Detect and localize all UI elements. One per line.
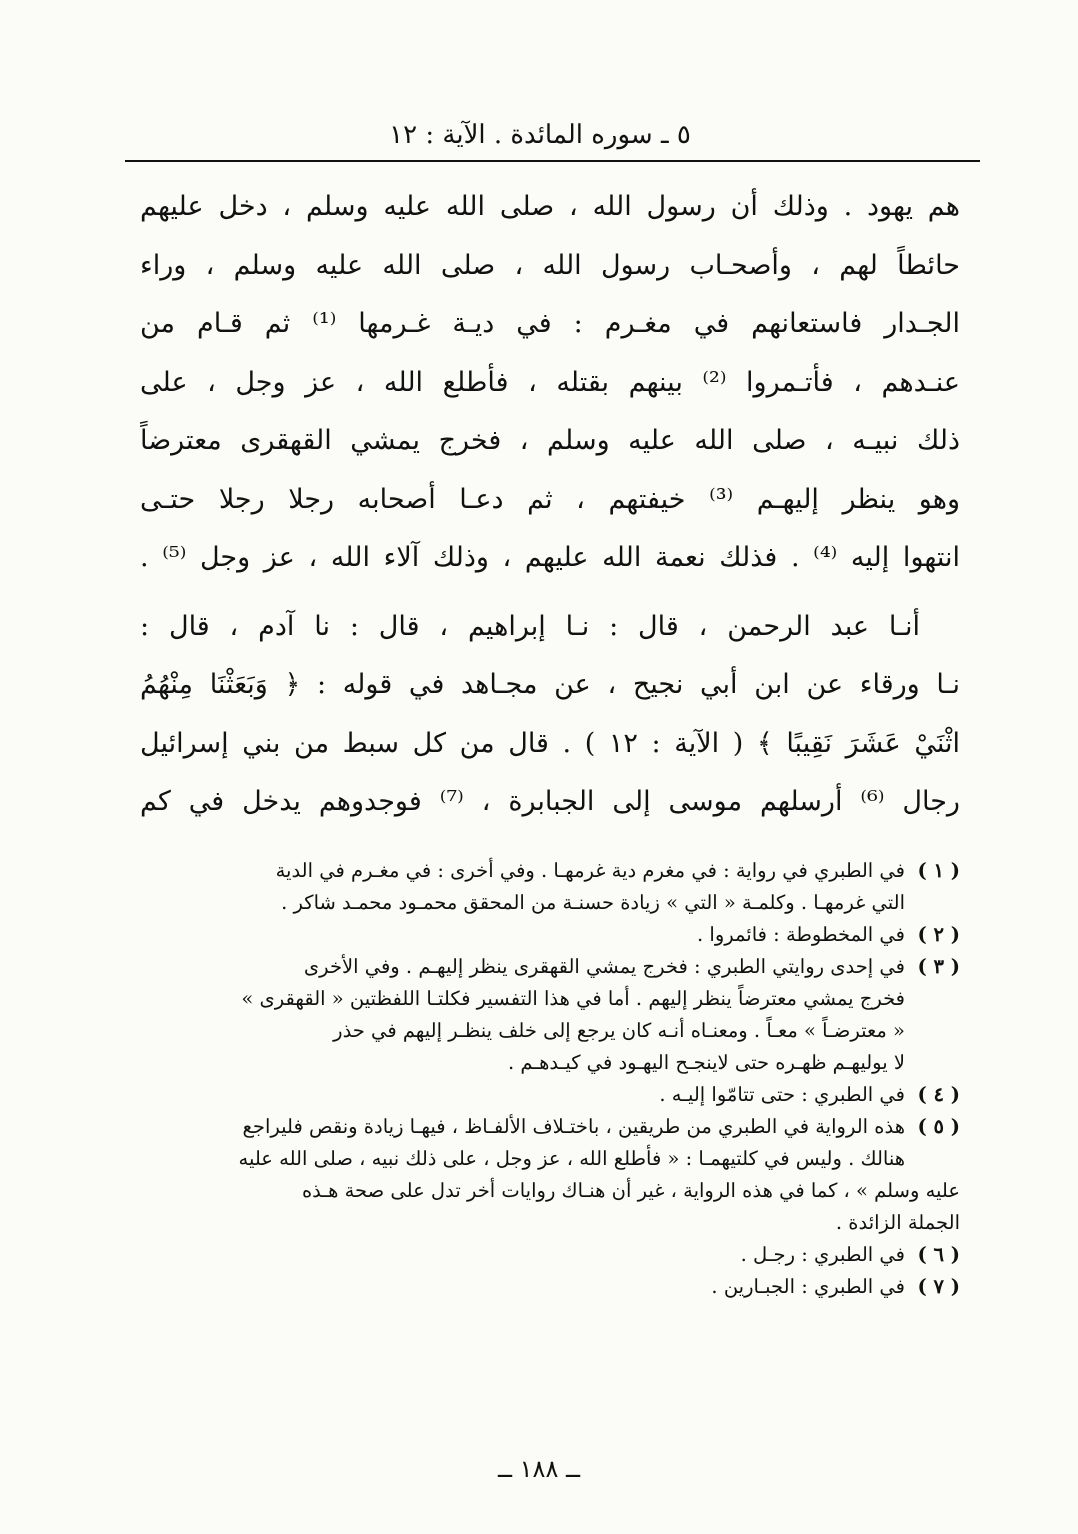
main-text: [140, 178, 960, 832]
text-line: هم يهود . وذلك أن رسول الله ، صلى الله عليه وسلم ، دخل عليهم: [140, 191, 960, 222]
text-line: أنـا عبد الرحمن ، قال : نـا إبراهيم ، قال : نا آدم ، قال :: [140, 610, 920, 642]
footnote-line: الجملة الزائدة .: [835, 1211, 960, 1234]
text-line: انتهوا إليه ⁽⁴⁾ . فذلك نعمة الله عليهم ، وذلك آلاء الله ، عز وجل ⁽⁵⁾ .: [140, 542, 960, 573]
footnote-line: « معترضـاً » معـاً . ومعنـاه أنـه كان يرجع إلى خلف ينظـر إليهم في حذر: [333, 1019, 905, 1042]
header-rule: [125, 160, 980, 162]
footnote-line: التي غرمهـا . وكلمـة « التي » زيادة حسنـة من المحقق محمـود محمـد شاكر .: [281, 891, 905, 914]
page-number: ــ ١٨٨ ــ: [497, 1455, 581, 1483]
footnote-line: في المخطوطة : فائمروا .: [697, 923, 905, 946]
footnote-number: ( ٦ ): [917, 1243, 960, 1266]
text-line: رجال ⁽⁶⁾ أرسلهم موسى إلى الجبابرة ، ⁽⁷⁾ فوجدوهم يدخل في كم: [140, 786, 960, 817]
text-line: وهو ينظر إليهـم ⁽³⁾ خيفتهم ، ثم دعـا أصحابه رجلا رجلا حتـى: [140, 483, 960, 515]
footnote-line: في الطبري : رجـل .: [740, 1243, 905, 1266]
text-line: اثْنَيْ عَشَرَ نَقِيبًا ﴾ ( الآية : ١٢ ) . قال من كل سبط من بني إسرائيل: [140, 727, 960, 759]
footnote-line: هذه الرواية في الطبري من طريقين ، باختـلاف الألفـاظ ، فيهـا زيادة ونقص فليراجع: [242, 1115, 905, 1138]
text-line: ذلك نبيـه ، صلى الله عليه وسلم ، فخرج يمشي القهقرى معترضاً: [140, 425, 960, 456]
footnote-2: [130, 919, 960, 951]
footnote-line: في الطبري : الجبـارين .: [711, 1275, 905, 1298]
page-header: ٥ ـ سوره المائدة . الآية : ١٢: [389, 120, 691, 150]
footnote-number: ( ٣ ): [917, 955, 960, 978]
footnote-line: عليه وسلم » ، كما في هذه الرواية ، غير أن هنـاك روايات أخر تدل على صحة هـذه: [301, 1179, 960, 1202]
footnote-line: فخرج يمشي معترضاً ينظر إليهم . أما في هذا التفسير فكلتـا اللفظتين « القهقرى »: [241, 987, 905, 1010]
footnote-line: في إحدى روايتي الطبري : فخرج يمشي القهقرى ينظر إليهـم . وفي الأخرى: [303, 955, 905, 978]
footnote-4: [130, 1079, 960, 1111]
text-line: حائطاً لهم ، وأصحـاب رسول الله ، صلى الله عليه وسلم ، وراء: [140, 249, 960, 281]
footnote-3: [130, 951, 960, 1079]
footnote-line: في الطبري : حتى تتامّوا إليـه .: [659, 1083, 905, 1106]
footnote-5: [130, 1111, 960, 1175]
footnote-number: ( ٧ ): [917, 1275, 960, 1298]
text-line: نـا ورقاء عن ابن أبي نجيح ، عن مجـاهد في قوله : ﴿ وَبَعَثْنَا مِنْهُمُ: [140, 669, 960, 700]
text-line: الجـدار فاستعانهم في مغـرم : في ديـة غـرمها ⁽¹⁾ ثم قـام من: [140, 308, 960, 339]
footnote-line: هنالك . وليس في كلتيهمـا : « فأطلع الله ، عز وجل ، على ذلك نبيه ، صلى الله عليه: [238, 1147, 905, 1170]
footnote-number: ( ٥ ): [917, 1115, 960, 1138]
footnotes: [130, 855, 960, 1303]
footnote-6: [130, 1239, 960, 1271]
footnote-number: ( ٢ ): [917, 923, 960, 946]
footnote-7: [130, 1271, 960, 1303]
footnote-1: [130, 855, 960, 919]
footnote-line: في الطبري في رواية : في مغرم دية غرمهـا . وفي أخرى : في مغـرم في الدية: [275, 859, 905, 882]
paragraph-gap: [140, 588, 960, 598]
footnote-line: لا يوليهـم ظهـره حتى لاينجـح اليهـود في كيـدهـم .: [508, 1051, 905, 1074]
text-line: عنـدهم ، فأتـمروا ⁽²⁾ بينهم بقتله ، فأطلع الله ، عز وجل ، على: [140, 366, 960, 398]
footnote-number: ( ٤ ): [917, 1083, 960, 1106]
footnote-number: ( ١ ): [917, 859, 960, 882]
